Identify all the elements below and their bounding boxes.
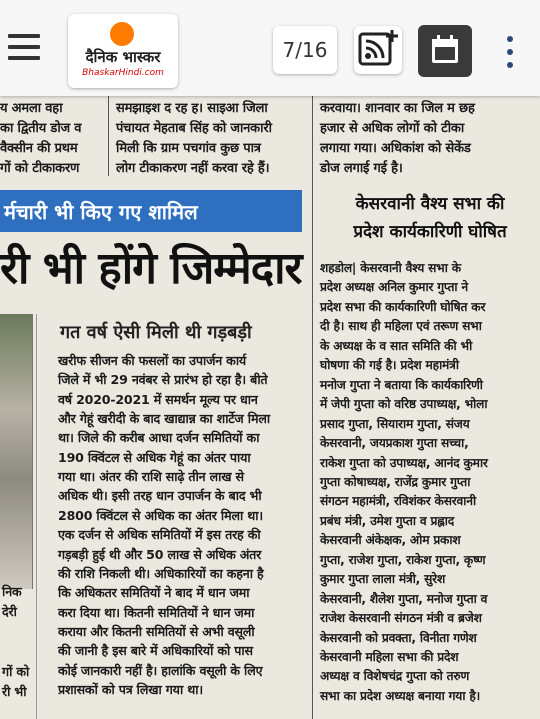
right-article-line: प्रदेश सभा की कार्यकारिणी घोषित कर bbox=[320, 299, 486, 314]
right-article-line: प्रबंध मंत्री, उमेश गुप्ता व प्रह्लाद bbox=[320, 513, 455, 528]
left-snippet-4: री भी bbox=[2, 684, 27, 699]
top-left-line-1: य अमला वहा bbox=[0, 101, 63, 116]
top-left-line-2: का द्वितीय डोज व bbox=[0, 121, 82, 136]
left-snippet-2: देरी bbox=[2, 604, 17, 619]
top-right-line-2: हजार से अधिक लोगों को टीका bbox=[320, 121, 465, 136]
top-left-line-4: गों को टीकाकरण bbox=[0, 161, 80, 176]
top-mid-line-1: समझाइश द रह ह। साइआ जिला bbox=[116, 101, 268, 116]
article-line: वर्ष 2020-2021 में समर्थन मूल्य पर धान bbox=[58, 391, 258, 407]
right-article-line: गुप्ता कोषाध्यक्ष, राजेंद्र कुमार गुप्ता bbox=[320, 474, 471, 489]
article-line: कि अधिकतर समितियों ने बाद में धान जमा bbox=[58, 585, 250, 601]
article-line: एक दर्जन से अधिक समितियों में इस तरह की bbox=[58, 527, 261, 543]
right-article-line: अध्यक्ष व विशेषचंद्र गुप्ता को तरुण bbox=[320, 669, 470, 684]
article-line: प्रशासकों को पत्र लिखा गया था। bbox=[58, 681, 203, 697]
main-headline: री भी होंगे जिम्मेदार bbox=[0, 243, 302, 294]
article-line: कराया और कितनी समितियों से अभी वसूली bbox=[58, 623, 255, 639]
more-vertical-icon[interactable] bbox=[504, 36, 516, 70]
hamburger-menu-icon[interactable] bbox=[8, 34, 40, 60]
sun-logo-icon bbox=[110, 22, 134, 46]
article-line: की जानी है इस बारे में अधिकारियों को पास bbox=[58, 643, 253, 659]
top-right-line-4: डोज लगाई गई है। bbox=[320, 161, 403, 176]
right-article-line: घोषणा की गई है। प्रदेश महामंत्री bbox=[320, 358, 459, 373]
right-article-line: केसरवानी महिला सभा की प्रदेश bbox=[320, 650, 459, 664]
right-article-line: सभा का प्रदेश अध्यक्ष बनाया गया है। bbox=[320, 688, 481, 703]
right-article-title bbox=[330, 190, 530, 246]
article-line: खरीफ सीजन की फसलों का उपार्जन कार्य bbox=[58, 353, 247, 368]
right-article-line: के अध्यक्ष के व सात समिति की भी bbox=[320, 338, 473, 353]
article-line: और गेहूं खरीदी के बाद खाद्यान्न का शार्टेज मिला bbox=[58, 411, 270, 427]
article-line: गड़बड़ी हुई थी और 50 लाख से अधिक अंतर bbox=[58, 546, 262, 562]
article-subhead: गत वर्ष ऐसी मिली थी गड़बड़ी bbox=[60, 322, 252, 343]
calendar-icon[interactable] bbox=[418, 25, 472, 77]
top-mid-line-3: मिली कि ग्राम पचगांव कुछ पात्र bbox=[116, 141, 261, 156]
column-rule bbox=[312, 96, 313, 719]
right-article-line: मनोज गुप्ता ने बताया कि कार्यकारिणी bbox=[320, 377, 483, 392]
article-line: जिले में भी 29 नवंबर से प्रारंभ हो रहा है। बीते bbox=[58, 372, 268, 388]
top-right-line-1: करवाया। शानवार का जिल म छह bbox=[320, 101, 475, 116]
rss-add-icon[interactable] bbox=[354, 26, 402, 74]
article-line: गया था। अंतर की राशि साढ़े तीन लाख से bbox=[58, 469, 244, 485]
article-line: कोई जानकारी नहीं है। हालांकि वसूली के लिए bbox=[58, 662, 263, 678]
newspaper-page bbox=[0, 96, 540, 719]
right-article-line: में जेपी गुप्ता को वरिष्ठ उपाध्यक्ष, भोला bbox=[320, 397, 488, 412]
section-banner bbox=[0, 190, 302, 232]
article-line: 190 क्विंटल से अधिक गेहूं का अंतर पाया bbox=[58, 449, 251, 465]
right-article-line: राजेश केसरवानी संगठन मंत्री व ब्रजेश bbox=[320, 611, 482, 626]
right-title-line-1: केसरवानी वैश्य सभा की bbox=[355, 194, 505, 214]
right-title-line-2: प्रदेश कार्यकारिणी घोषित bbox=[353, 222, 507, 242]
right-article-line: कुमार गुप्ता लाला मंत्री, सुरेश bbox=[320, 572, 446, 587]
dainik-bhaskar-logo[interactable] bbox=[68, 14, 178, 88]
right-article-line: केसरवानी, जयप्रकाश गुप्ता सच्चा, bbox=[320, 436, 469, 451]
top-mid-line-2: पंचायत मेहताब सिंह को जानकारी bbox=[116, 121, 272, 136]
top-app-bar bbox=[0, 0, 540, 96]
right-article-line: दी है। साथ ही महिला एवं तरूण सभा bbox=[320, 319, 482, 334]
article-line: था। जिले की करीब आधा दर्जन समितियों का bbox=[58, 430, 260, 446]
article-line: की राशि निकली थी। अधिकारियों का कहना है bbox=[58, 565, 264, 581]
right-article-line: केसरवानी अंकेक्षक, ओम प्रकाश bbox=[320, 533, 461, 548]
column-rule bbox=[108, 96, 109, 176]
top-right-line-3: लगाया गया। अधिकांश को सेकेंड bbox=[320, 141, 471, 156]
column-rule bbox=[36, 314, 37, 719]
right-article-line: शहडोल| केसरवानी वैश्य सभा के bbox=[320, 261, 461, 275]
right-article-line: गुप्ता, राजेश गुप्ता, राकेश गुप्ता, कृष्ण bbox=[320, 552, 486, 567]
right-article-line: प्रदेश अध्यक्ष अनिल कुमार गुप्ता ने bbox=[320, 280, 468, 295]
left-snippet-1: निक bbox=[2, 584, 22, 599]
section-banner-text: र्मचारी भी किए गए शामिल bbox=[4, 200, 198, 224]
article-line: 2800 क्विंटल से अधिक का अंतर मिला था। bbox=[58, 507, 263, 523]
top-mid-line-4: लोग टीकाकरण नहीं करवा रहे हैं। bbox=[116, 161, 270, 176]
right-article-line: केसरवानी, शैलेश गुप्ता, मनोज गुप्ता व bbox=[320, 591, 488, 606]
page-indicator[interactable]: 7/16 bbox=[273, 26, 337, 74]
news-photo bbox=[0, 314, 33, 589]
right-article-line: प्रसाद गुप्ता, सियाराम गुप्ता, संजय bbox=[320, 416, 470, 431]
right-article-line: केसरवानी को प्रवक्ता, विनीता गणेश bbox=[320, 630, 477, 645]
logo-name: दैनिक भास्कर bbox=[85, 48, 161, 66]
logo-subtitle: BhaskarHindi.com bbox=[82, 68, 164, 78]
article-line: अधिक थी। इसी तरह धान उपार्जन के बाद भी bbox=[58, 488, 262, 504]
article-line: करा दिया था। कितनी समितियों ने धान जमा bbox=[58, 604, 255, 620]
right-article-line: राकेश गुप्ता को उपाध्यक्ष, आनंद कुमार bbox=[320, 455, 488, 470]
right-article-line: संगठन महामंत्री, रविशंकर केसरवानी bbox=[320, 494, 476, 509]
top-left-line-3: वैक्सीन की प्रथम bbox=[0, 141, 78, 156]
left-snippet-3: गों को bbox=[2, 664, 30, 679]
